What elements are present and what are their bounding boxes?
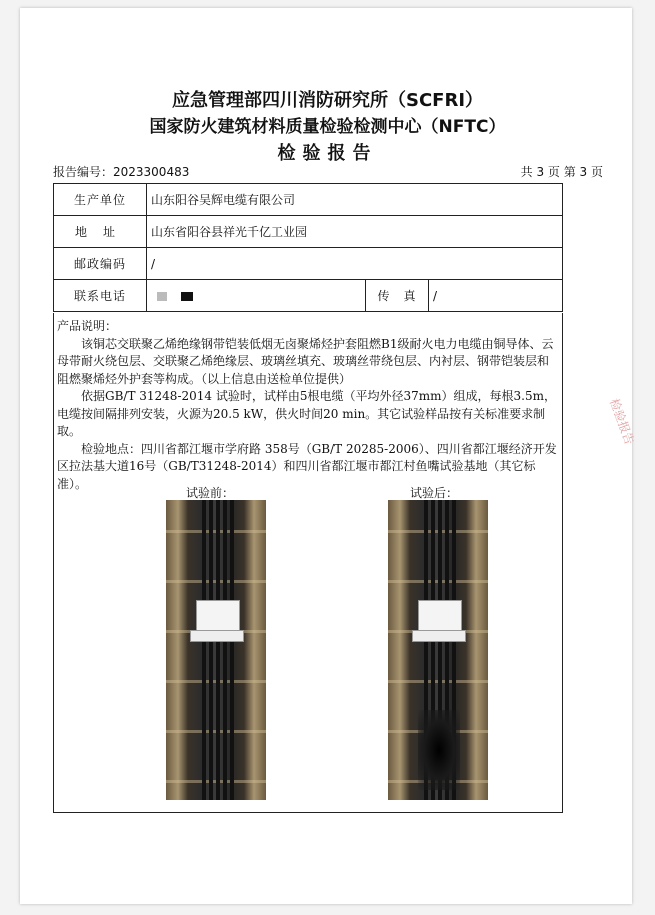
after-photo-label: 试验后： xyxy=(410,486,459,500)
postcode-label: 邮政编码 xyxy=(54,248,147,280)
stamp-seal: 检验报告 xyxy=(606,396,637,447)
description-paragraph: 依据GB/T 31248-2014 试验时，试样由5根电缆（平均外径37mm）组成，每根3.5m，电缆按间隔排列安装，火源为20.5 kW，供火时间20 min。其它试验样品按有关标准要求制取。 xyxy=(57,389,556,438)
before-photo-label: 试验前： xyxy=(186,486,235,500)
institute-title: 应急管理部四川消防研究所（SCFRI） xyxy=(171,90,484,111)
table-row xyxy=(54,216,563,248)
producer-value: 山东阳谷吴辉电缆有限公司 xyxy=(147,184,563,216)
table-row xyxy=(54,184,563,216)
phone-label: 联系电话 xyxy=(54,280,147,312)
producer-label: 生产单位 xyxy=(54,184,147,216)
address-label: 地址 xyxy=(54,216,147,248)
fax-label: 传 真 xyxy=(366,280,429,312)
sample-tag xyxy=(190,630,244,642)
address-value: 山东省阳谷县祥光千亿工业园 xyxy=(147,216,563,248)
report-number: 报告编号：2023300483 xyxy=(53,165,190,179)
sample-tag xyxy=(418,600,462,632)
burn-damage xyxy=(418,710,460,790)
product-description xyxy=(57,318,560,493)
table-row xyxy=(54,248,563,280)
sample-tag xyxy=(196,600,240,632)
page-indicator: 共 3 页 第 3 页 xyxy=(520,165,603,179)
report-title: 检验报告 xyxy=(277,143,378,164)
info-table xyxy=(53,183,563,312)
before-test-photo xyxy=(166,500,266,800)
fax-value: / xyxy=(429,280,563,312)
description-heading: 产品说明： xyxy=(57,319,118,333)
postcode-value: / xyxy=(147,248,563,280)
description-paragraph: 检验地点：四川省都江堰市学府路 358号（GB/T 20285-2006）、四川省都江堰经济开发区拉法基大道16号（GB/T31248-2014）和四川省都江堰市都江村鱼嘴试验基地（其它标准）。 xyxy=(57,441,557,491)
after-test-photo xyxy=(388,500,488,800)
phone-value xyxy=(147,280,366,312)
redaction-mark xyxy=(157,292,167,301)
center-title: 国家防火建筑材料质量检验检测中心（NFTC） xyxy=(149,117,506,137)
description-paragraph: 该铜芯交联聚乙烯绝缘钢带铠装低烟无卤聚烯烃护套阻燃B1级耐火电力电缆由铜导体、云母带耐火绕包层、交联聚乙烯绝缘层、玻璃丝填充、玻璃丝带绕包层、内衬层、钢带铠装层和阻燃聚烯烃外护套等构成。（以上信息由送检单位提供） xyxy=(57,336,554,386)
table-row xyxy=(54,280,563,312)
redaction-mark xyxy=(181,292,193,301)
sample-tag xyxy=(412,630,466,642)
